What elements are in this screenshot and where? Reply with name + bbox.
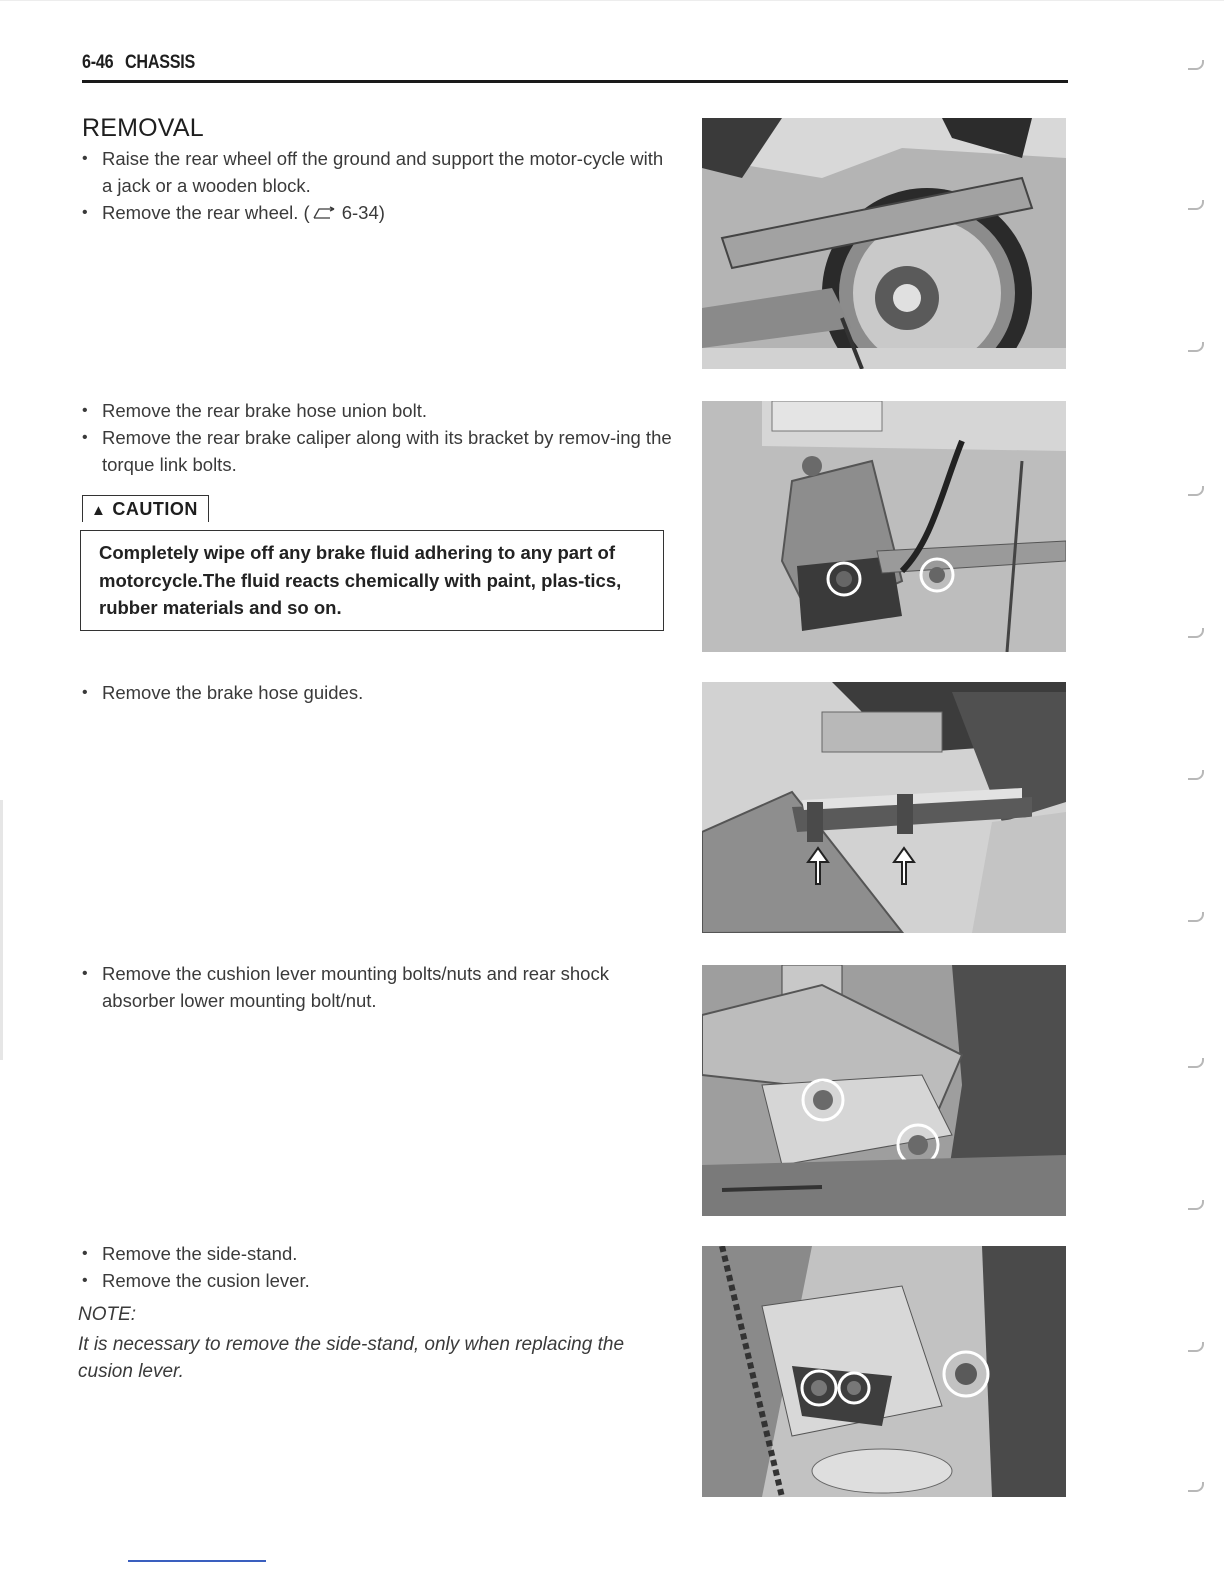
- margin-mark: [1188, 912, 1204, 922]
- list-item: • Remove the cushion lever mounting bolts/nuts and rear shock absorber lower mounting bolt/nut.: [82, 960, 672, 1014]
- note-label: NOTE:: [78, 1304, 137, 1325]
- step1-list: [82, 145, 672, 226]
- page-reference[interactable]: 6-34: [341, 202, 379, 223]
- page-header: [82, 52, 1068, 83]
- side-stand-photo: [702, 1246, 1066, 1497]
- step5-list: [82, 1240, 672, 1294]
- margin-mark: [1188, 770, 1204, 780]
- page-number: 6-46: [82, 52, 114, 73]
- list-item: • Remove the brake hose guides.: [82, 679, 672, 706]
- caution-box: Completely wipe off any brake fluid adhering to any part of motorcycle.The fluid reacts chemically with paint, plas-tics, rubber materials and so on.: [80, 530, 664, 631]
- margin-mark: [1188, 486, 1204, 496]
- warning-icon: ▲: [91, 502, 107, 519]
- list-item: • Remove the rear wheel. ( 6-34): [82, 199, 672, 226]
- note-text: It is necessary to remove the side-stand, only when replacing the cusion lever.: [78, 1334, 625, 1382]
- margin-mark: [1188, 628, 1204, 638]
- rear-wheel-photo: [702, 118, 1066, 369]
- brake-caliper-photo: [702, 401, 1066, 652]
- margin-mark: [1188, 1200, 1204, 1210]
- top-rule: [0, 0, 1224, 1]
- list-item: • Raise the rear wheel off the ground and support the motor-cycle with a jack or a wooden block.: [82, 145, 672, 199]
- list-item: • Remove the rear brake hose union bolt.: [82, 397, 672, 424]
- margin-mark: [1188, 1058, 1204, 1068]
- removal-heading: REMOVAL: [82, 114, 204, 142]
- margin-mark: [1188, 200, 1204, 210]
- caution-label: ▲ CAUTION: [82, 495, 209, 522]
- step3-list: [82, 679, 672, 706]
- list-item: • Remove the cusion lever.: [82, 1267, 672, 1294]
- scan-edge: [0, 800, 3, 1060]
- footer-link-underline: [128, 1560, 266, 1562]
- reference-pointer-icon: [312, 205, 338, 221]
- section-title: CHASSIS: [124, 52, 195, 73]
- margin-mark: [1188, 60, 1204, 70]
- step4-list: [82, 960, 672, 1014]
- step2-list: [82, 397, 672, 478]
- list-item: • Remove the rear brake caliper along with its bracket by remov-ing the torque link bolts.: [82, 424, 672, 478]
- margin-mark: [1188, 1482, 1204, 1492]
- margin-mark: [1188, 342, 1204, 352]
- margin-mark: [1188, 1342, 1204, 1352]
- list-item: • Remove the side-stand.: [82, 1240, 672, 1267]
- cushion-lever-photo: [702, 965, 1066, 1216]
- hose-guides-photo: [702, 682, 1066, 933]
